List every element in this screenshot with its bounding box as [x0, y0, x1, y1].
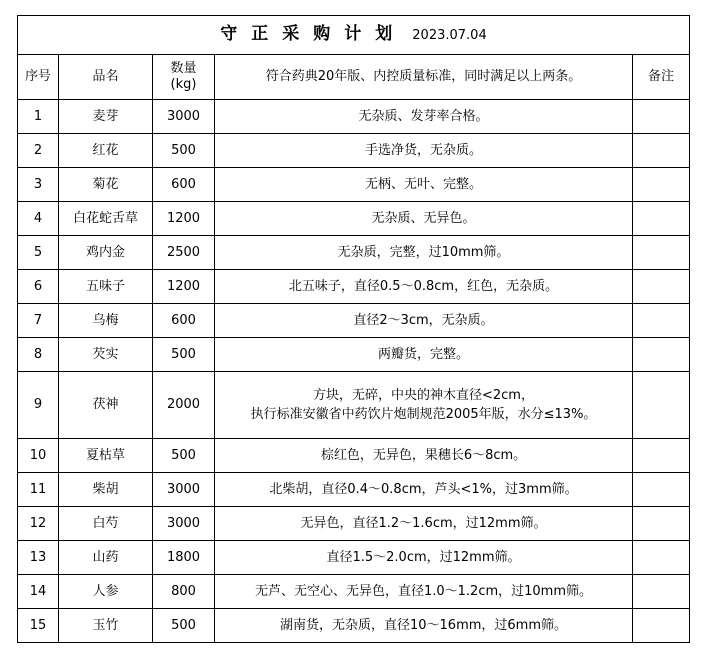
- row-name: 菊花: [59, 168, 153, 202]
- title-row: [18, 16, 690, 55]
- row-quantity: 500: [153, 338, 215, 372]
- header-quantity-label: 数量: [170, 61, 197, 76]
- row-quantity: 2500: [153, 236, 215, 270]
- requirement-line: 北柴胡，直径0.4～0.8cm，芦头<1%，过3mm筛。: [269, 482, 578, 497]
- row-remarks: [633, 507, 690, 541]
- row-requirement: [215, 575, 633, 609]
- requirement-line: 无芦、无空心、无异色，直径1.0～1.2cm，过10mm筛。: [254, 584, 593, 599]
- requirement-line: 无杂质、发芽率合格。: [358, 109, 489, 124]
- row-quantity: 500: [153, 609, 215, 643]
- table-row: [18, 575, 690, 609]
- table-body: [18, 100, 690, 643]
- row-name: 红花: [59, 134, 153, 168]
- table-row: [18, 338, 690, 372]
- row-quantity: 2000: [153, 372, 215, 439]
- row-number: 7: [18, 304, 59, 338]
- row-quantity: 800: [153, 575, 215, 609]
- table-row: [18, 541, 690, 575]
- table-row: [18, 304, 690, 338]
- row-requirement: [215, 541, 633, 575]
- requirement-line: 棕红色，无异色，果穗长6～8cm。: [320, 448, 527, 463]
- row-name: 白芍: [59, 507, 153, 541]
- row-name: 夏枯草: [59, 439, 153, 473]
- requirement-line: 无杂质、无异色。: [371, 211, 476, 226]
- requirement-line: 湖南货，无杂质，直径10～16mm，过6mm筛。: [279, 618, 567, 633]
- row-requirement: [215, 338, 633, 372]
- row-name: 茯神: [59, 372, 153, 439]
- row-quantity: 1200: [153, 202, 215, 236]
- document-title: 守正采购计划: [220, 24, 407, 44]
- row-requirement: [215, 473, 633, 507]
- row-number: 5: [18, 236, 59, 270]
- row-name: 山药: [59, 541, 153, 575]
- row-number: 1: [18, 100, 59, 134]
- table-row: [18, 236, 690, 270]
- document-date: 2023.07.04: [412, 28, 487, 43]
- row-quantity: 1800: [153, 541, 215, 575]
- row-name: 人参: [59, 575, 153, 609]
- requirement-line: 两瓣货，完整。: [377, 347, 469, 362]
- row-number: 10: [18, 439, 59, 473]
- row-quantity: 500: [153, 134, 215, 168]
- requirement-line: 直径1.5～2.0cm，过12mm筛。: [326, 550, 521, 565]
- row-requirement: [215, 439, 633, 473]
- row-remarks: [633, 100, 690, 134]
- row-remarks: [633, 338, 690, 372]
- row-remarks: [633, 609, 690, 643]
- row-remarks: [633, 439, 690, 473]
- row-name: 白花蛇舌草: [59, 202, 153, 236]
- row-number: 15: [18, 609, 59, 643]
- header-name: 品名: [59, 55, 153, 100]
- row-remarks: [633, 541, 690, 575]
- requirement-line: 无杂质，完整，过10mm筛。: [337, 245, 510, 260]
- row-number: 2: [18, 134, 59, 168]
- row-requirement: [215, 202, 633, 236]
- row-number: 6: [18, 270, 59, 304]
- table-row: [18, 439, 690, 473]
- row-name: 鸡内金: [59, 236, 153, 270]
- row-quantity: 3000: [153, 473, 215, 507]
- requirement-line: 执行标准安徽省中药饮片炮制规范2005年版，水分≤13%。: [250, 407, 597, 422]
- row-remarks: [633, 134, 690, 168]
- row-requirement: [215, 134, 633, 168]
- row-remarks: [633, 473, 690, 507]
- row-number: 8: [18, 338, 59, 372]
- row-requirement: [215, 609, 633, 643]
- table-row: [18, 100, 690, 134]
- row-number: 14: [18, 575, 59, 609]
- table-row: [18, 372, 690, 439]
- row-quantity: 600: [153, 304, 215, 338]
- row-name: 五味子: [59, 270, 153, 304]
- row-requirement: [215, 168, 633, 202]
- row-remarks: [633, 236, 690, 270]
- row-requirement: [215, 507, 633, 541]
- requirement-line: 手选净货，无杂质。: [364, 143, 482, 158]
- requirement-line: 无异色，直径1.2～1.6cm，过12mm筛。: [300, 516, 547, 531]
- header-requirement: 符合药典20年版、内控质量标准，同时满足以上两条。: [215, 55, 633, 100]
- table-row: [18, 168, 690, 202]
- row-remarks: [633, 168, 690, 202]
- requirement-line: 无柄、无叶、完整。: [364, 177, 482, 192]
- table-row: [18, 202, 690, 236]
- row-remarks: [633, 304, 690, 338]
- row-quantity: 3000: [153, 507, 215, 541]
- row-name: 麦芽: [59, 100, 153, 134]
- table-row: [18, 609, 690, 643]
- requirement-line: 直径2～3cm，无杂质。: [353, 313, 494, 328]
- row-quantity: 500: [153, 439, 215, 473]
- purchase-plan-table: [17, 15, 690, 643]
- row-name: 柴胡: [59, 473, 153, 507]
- row-quantity: 600: [153, 168, 215, 202]
- row-requirement: [215, 236, 633, 270]
- row-requirement: [215, 372, 633, 439]
- table-row: [18, 473, 690, 507]
- row-name: 玉竹: [59, 609, 153, 643]
- row-quantity: 3000: [153, 100, 215, 134]
- row-number: 3: [18, 168, 59, 202]
- requirement-line: 方块，无碎，中央的神木直径<2cm，: [313, 388, 534, 403]
- row-number: 4: [18, 202, 59, 236]
- row-requirement: [215, 304, 633, 338]
- row-remarks: [633, 372, 690, 439]
- header-quantity-unit: (kg): [170, 77, 197, 92]
- header-remarks: 备注: [633, 55, 690, 100]
- row-number: 11: [18, 473, 59, 507]
- row-number: 13: [18, 541, 59, 575]
- table-row: [18, 134, 690, 168]
- row-requirement: [215, 100, 633, 134]
- header-row: [18, 55, 690, 100]
- row-quantity: 1200: [153, 270, 215, 304]
- row-requirement: [215, 270, 633, 304]
- row-number: 9: [18, 372, 59, 439]
- requirement-line: 北五味子，直径0.5～0.8cm，红色，无杂质。: [288, 279, 559, 294]
- header-number: 序号: [18, 55, 59, 100]
- row-name: 乌梅: [59, 304, 153, 338]
- row-remarks: [633, 575, 690, 609]
- table-row: [18, 507, 690, 541]
- header-quantity: [153, 55, 215, 100]
- row-number: 12: [18, 507, 59, 541]
- row-remarks: [633, 270, 690, 304]
- row-remarks: [633, 202, 690, 236]
- table-row: [18, 270, 690, 304]
- row-name: 芡实: [59, 338, 153, 372]
